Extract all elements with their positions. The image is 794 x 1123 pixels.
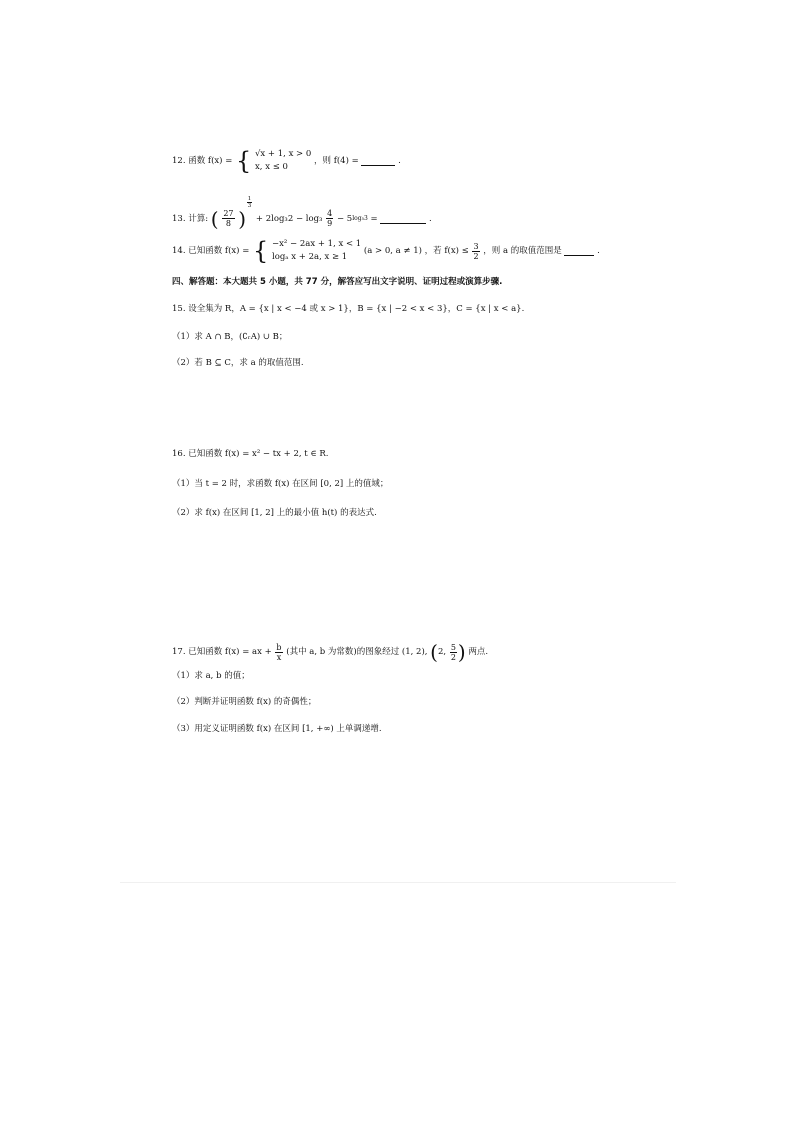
- question-13: 13. 计算: ( $\frac{27}{8}$ ) $\frac{1}{3}$ + 2log₃2 − log₃ $\frac{4}{9}$ − 5log₅3 = .: [172, 196, 432, 231]
- q13-tail-exp: log₅3: [352, 214, 368, 222]
- q17-part2: （2）判断并证明函数 f(x) 的奇偶性；: [172, 697, 317, 707]
- page-divider: [120, 882, 676, 883]
- q13-equals: =: [370, 213, 378, 224]
- q14-prefix: 14. 已知函数 f(x) =: [172, 246, 250, 256]
- section-4-heading: 四、解答题：本大题共 5 小题，共 77 分，解答应写出文字说明、证明过程或演算步骤.: [172, 277, 503, 287]
- q14-fraction: $\frac{3}{2}$: [473, 241, 479, 261]
- q17-part3: （3）用定义证明函数 f(x) 在区间 [1, +∞) 上单调递增.: [172, 724, 382, 734]
- q17-point-fraction: $\frac{5}{2}$: [450, 642, 456, 662]
- q13-prefix: 13. 计算:: [172, 213, 209, 224]
- q12-end: .: [398, 156, 401, 166]
- q14-middle: ，若 f(x) ≤: [424, 246, 469, 256]
- q12-suffix: ，则 f(4) =: [314, 156, 359, 166]
- q13-exponent: $\frac{1}{3}$: [247, 196, 252, 209]
- q16-part1: （1）当 t = 2 时，求函数 f(x) 在区间 [0, 2] 上的值域；: [172, 479, 389, 489]
- question-12: [172, 148, 401, 174]
- q12-brace: {: [236, 147, 252, 175]
- q14-answer-blank[interactable]: [564, 246, 594, 256]
- q13-end: .: [429, 213, 432, 224]
- q14-suffix: ，则 a 的取值范围是: [483, 246, 562, 256]
- q17-part1: （1）求 a, b 的值；: [172, 671, 250, 681]
- q14-brace: {: [253, 237, 269, 265]
- q17-suffix: 两点.: [468, 647, 489, 657]
- q13-fraction-2: $\frac{4}{9}$: [327, 209, 333, 228]
- q12-cases: [255, 148, 311, 174]
- q13-answer-blank[interactable]: [380, 214, 426, 224]
- q12-prefix: 12. 函数 f(x) =: [172, 156, 233, 166]
- q13-middle: + 2log₃2 − log₃: [255, 213, 323, 224]
- question-17: 17. 已知函数 f(x) = ax + $\frac{b}{x}$ (其中 a, b 为常数)的图象经过 (1, 2), (2, $\frac{5}{2}$ ) 两点.: [172, 640, 489, 664]
- q14-end: .: [597, 246, 600, 256]
- q12-answer-blank[interactable]: [361, 156, 395, 166]
- q14-case2: logₐ x + 2a, x ≥ 1: [272, 252, 348, 262]
- q15-part2: （2）若 B ⊆ C，求 a 的取值范围.: [172, 358, 304, 368]
- q14-cases: [272, 238, 361, 264]
- q12-case2: x, x ≤ 0: [255, 162, 288, 172]
- q12-case1: √x + 1, x > 0: [255, 149, 312, 159]
- q17-prefix: 17. 已知函数 f(x) = ax +: [172, 647, 272, 657]
- q13-fraction: $\frac{27}{8}$: [223, 209, 234, 228]
- q15-stem: 15. 设全集为 R，A = {x | x < −4 或 x > 1}，B = {x | −2 < x < 3}，C = {x | x < a}.: [172, 304, 525, 314]
- q17-middle: (其中 a, b 为常数)的图象经过 (1, 2),: [286, 647, 428, 657]
- q17-point-lead: 2,: [437, 647, 447, 657]
- q17-fraction: $\frac{b}{x}$: [276, 642, 282, 662]
- q16-stem: 16. 已知函数 f(x) = x² − tx + 2, t ∈ R.: [172, 449, 329, 459]
- q14-case1: −x² − 2ax + 1, x < 1: [272, 239, 362, 249]
- q16-part2: （2）求 f(x) 在区间 [1, 2] 上的最小值 h(t) 的表达式.: [172, 508, 377, 518]
- q13-tail: − 5: [336, 213, 353, 224]
- q15-part1: （1）求 A ∩ B，(∁ᵣA) ∪ B；: [172, 332, 288, 342]
- q14-condition: (a > 0, a ≠ 1): [363, 246, 422, 256]
- question-14: [172, 238, 600, 264]
